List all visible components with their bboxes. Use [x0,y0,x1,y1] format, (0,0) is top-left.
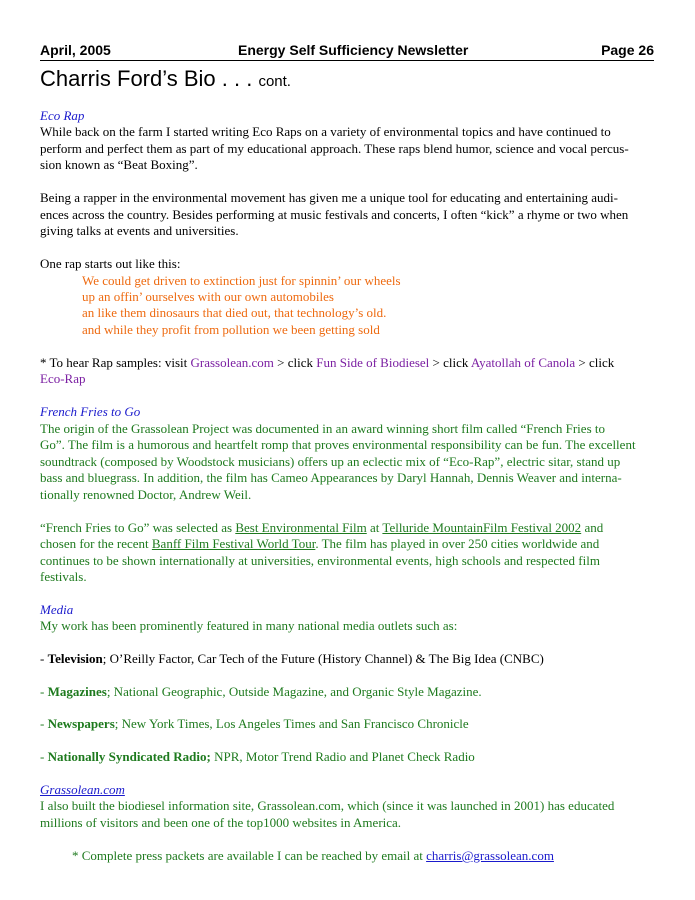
rap-line: We could get driven to extinction just for spinnin’ our wheels [82,273,401,288]
grassolean-line: I also built the biodiesel information site, Grassolean.com, which (since it was launched in 2001) has educated [40,798,615,813]
bullet-dash: - [40,749,48,764]
email-link[interactable]: charris@grassolean.com [426,848,554,863]
eco-rap-p2-line: ences across the country. Besides performing at music festivals and concerts, I often “kick” a rhyme or two when [40,207,629,222]
rap-line: and while they profit from pollution we been getting sold [82,322,380,337]
media-label: Magazines [47,684,107,699]
telluride-link[interactable]: Telluride MountainFilm Festival 2002 [382,520,582,535]
samples-sep: > click [273,355,317,370]
eco-rap-p2-line: Being a rapper in the environmental movement has given me a unique tool for educating and entertaining audi- [40,190,618,205]
french-fries-p2-line [40,536,599,553]
french-fries-p2-line [40,520,603,537]
rap-line: an like them dinosaurs that died out, that technology’s old. [82,305,387,320]
ayatollah-link[interactable]: Ayatollah of Canola [470,355,576,370]
press-text: * Complete press packets are available I can be reached by email at [72,848,427,863]
french-fries-p1-line: soundtrack (composed by Woodstock musicians) offers up an eclectic mix of “Eco-Rap”, electric sitar, stand up [40,454,621,469]
p2-text: chosen for the recent [40,536,152,551]
media-item-newspapers [40,716,469,733]
french-fries-p2-line: continues to be shown internationally at universities, environmental events, high schools and respected film [40,553,600,568]
page-number: Page 26 [601,42,654,58]
media-intro: My work has been prominently featured in many national media outlets such as: [40,618,458,633]
p2-text: “French Fries to Go” was selected as [40,520,236,535]
p2-text: at [366,520,383,535]
media-item-radio [40,749,475,766]
media-label: Nationally Syndicated Radio; [47,749,211,764]
samples-prefix: * To hear Rap samples: visit [40,355,191,370]
press-packet-note [72,848,554,865]
eco-rap-link[interactable]: Eco-Rap [40,371,86,386]
rap-samples-line [40,355,614,372]
rap-line: up an offin’ ourselves with our own automobiles [82,289,334,304]
eco-rap-p2-line: giving talks at events and universities. [40,223,239,238]
p2-text: and [581,520,604,535]
eco-rap-p1-line: While back on the farm I started writing Eco Raps on a variety of environmental topics and have continued to [40,124,611,139]
newsletter-title: Energy Self Sufficiency Newsletter [238,42,469,58]
french-fries-heading: French Fries to Go [40,404,141,419]
title-main: Charris Ford’s Bio . . . [40,66,259,91]
eco-rap-p1-line: perform and perfect them as part of my educational approach. These raps blend humor, science and vocal percus- [40,141,629,156]
media-heading: Media [40,602,74,617]
best-film-link[interactable]: Best Environmental Film [235,520,367,535]
samples-sep: > click [575,355,615,370]
grassolean-line: millions of visitors and been one of the top1000 websites in America. [40,815,402,830]
p2-text: . The film has played in over 250 cities worldwide and [315,536,600,551]
eco-rap-heading: Eco Rap [40,108,85,123]
media-item-television [40,651,544,668]
media-text: ; O’Reilly Factor, Car Tech of the Future (History Channel) & The Big Idea (CNBC) [102,651,544,666]
newsletter-header [40,42,654,61]
media-text: ; New York Times, Los Angeles Times and San Francisco Chronicle [114,716,469,731]
rap-intro: One rap starts out like this: [40,256,181,271]
bullet-dash: - [40,716,48,731]
samples-sep: > click [429,355,471,370]
media-label: Newspapers [47,716,115,731]
french-fries-p1-line: Go”. The film is a humorous and heartfelt romp that proves environmental responsibility can be fun. The excellent [40,437,636,452]
issue-date: April, 2005 [40,42,111,58]
media-text: NPR, Motor Trend Radio and Planet Check Radio [210,749,475,764]
eco-rap-p1-line: sion known as “Beat Boxing”. [40,157,198,172]
french-fries-p1-line: The origin of the Grassolean Project was documented in an award winning short film called “French Fries to [40,421,605,436]
media-text: ; National Geographic, Outside Magazine, and Organic Style Magazine. [106,684,482,699]
french-fries-p1-line: tionally renowned Doctor, Andrew Weil. [40,487,252,502]
french-fries-p1-line: bass and bluegrass. In addition, the film has Cameo Appearances by Daryl Hannah, Dennis Weaver and interna- [40,470,622,485]
banff-link[interactable]: Banff Film Festival World Tour [151,536,316,551]
media-item-magazines [40,684,482,701]
fun-side-link[interactable]: Fun Side of Biodiesel [316,355,430,370]
grassolean-heading-link[interactable]: Grassolean.com [40,782,125,797]
bullet-dash: - [40,651,48,666]
french-fries-p2-line: festivals. [40,569,87,584]
page-title [40,66,291,92]
bullet-dash: - [40,684,48,699]
title-cont: cont. [258,73,291,90]
media-label: Television [47,651,103,666]
grassolean-link[interactable]: Grassolean.com [190,355,274,370]
